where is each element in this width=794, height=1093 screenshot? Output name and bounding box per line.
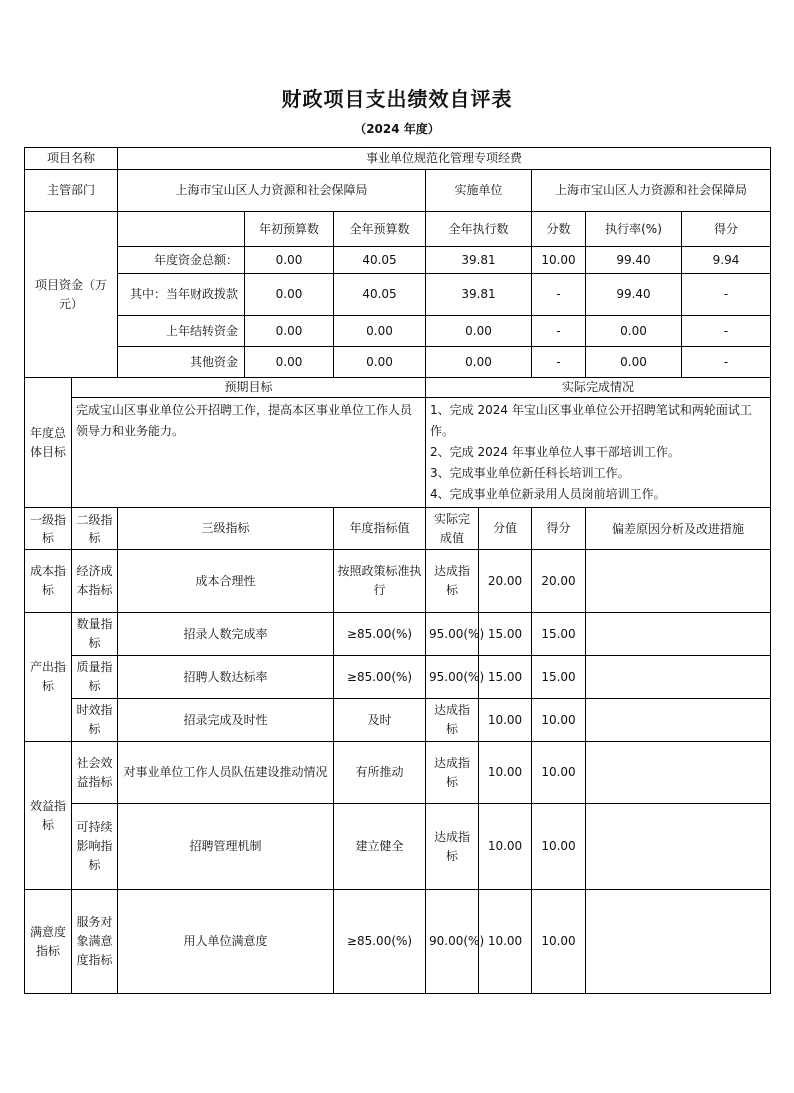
project-name-label: 项目名称	[25, 148, 118, 170]
header-level1: 一级指标	[25, 508, 72, 550]
level2-cell: 服务对象满意度指标	[72, 890, 118, 994]
level3-cell: 成本合理性	[118, 550, 334, 613]
weight-cell: 10.00	[479, 890, 532, 994]
actual-goal-item: 2、完成 2024 年事业单位人事干部培训工作。	[430, 445, 680, 459]
actual-cell: 95.00(%)	[426, 656, 479, 699]
funds-cell: 40.05	[334, 274, 426, 316]
page-subtitle: （2024 年度）	[354, 122, 440, 136]
funds-cell: 0.00	[245, 316, 334, 347]
level1-satisfaction: 满意度指标	[25, 890, 72, 994]
funds-cell: 0.00	[426, 347, 532, 378]
dept-label: 主管部门	[25, 170, 118, 212]
weight-cell: 20.00	[479, 550, 532, 613]
funds-cell: -	[532, 347, 586, 378]
deviation-cell	[586, 804, 771, 890]
funds-cell: 40.05	[334, 247, 426, 274]
funds-header-annual: 全年预算数	[334, 212, 426, 247]
target-cell: 及时	[334, 699, 426, 742]
actual-cell: 达成指标	[426, 699, 479, 742]
funds-cell: 0.00	[334, 316, 426, 347]
funds-cell: 39.81	[426, 274, 532, 316]
funds-cell: 39.81	[426, 247, 532, 274]
header-score: 得分	[532, 508, 586, 550]
funds-cell: 0.00	[245, 274, 334, 316]
funds-header-initial: 年初预算数	[245, 212, 334, 247]
funds-header-blank	[118, 212, 245, 247]
funds-row-label: 上年结转资金	[118, 316, 245, 347]
actual-cell: 90.00(%)	[426, 890, 479, 994]
score-cell: 15.00	[532, 613, 586, 656]
funds-cell: 0.00	[586, 347, 682, 378]
funds-header-points: 得分	[682, 212, 771, 247]
impl-label: 实施单位	[426, 170, 532, 212]
level3-cell: 对事业单位工作人员队伍建设推动情况	[118, 742, 334, 804]
level3-cell: 招录完成及时性	[118, 699, 334, 742]
level1-output: 产出指标	[25, 613, 72, 742]
weight-cell: 15.00	[479, 656, 532, 699]
deviation-cell	[586, 742, 771, 804]
funds-cell: 0.00	[245, 247, 334, 274]
target-cell: ≥85.00(%)	[334, 890, 426, 994]
level2-cell: 社会效益指标	[72, 742, 118, 804]
level3-cell: 招聘管理机制	[118, 804, 334, 890]
header-weight: 分值	[479, 508, 532, 550]
funds-header-executed: 全年执行数	[426, 212, 532, 247]
level3-cell: 招录人数完成率	[118, 613, 334, 656]
actual-cell: 达成指标	[426, 804, 479, 890]
target-cell: 按照政策标准执行	[334, 550, 426, 613]
funds-cell: -	[532, 316, 586, 347]
target-cell: ≥85.00(%)	[334, 656, 426, 699]
funds-row-label: 其中：当年财政拨款	[118, 274, 245, 316]
funds-cell: -	[682, 347, 771, 378]
actual-cell: 95.00(%)	[426, 613, 479, 656]
dept-value: 上海市宝山区人力资源和社会保障局	[118, 170, 426, 212]
level2-cell: 时效指标	[72, 699, 118, 742]
expected-goal-text: 完成宝山区事业单位公开招聘工作，提高本区事业单位工作人员领导力和业务能力。	[72, 398, 426, 508]
deviation-cell	[586, 656, 771, 699]
funds-cell: 10.00	[532, 247, 586, 274]
target-cell: 建立健全	[334, 804, 426, 890]
expected-goal-header: 预期目标	[72, 378, 426, 398]
level3-cell: 用人单位满意度	[118, 890, 334, 994]
weight-cell: 10.00	[479, 804, 532, 890]
header-deviation: 偏差原因分析及改进措施	[586, 508, 771, 550]
funds-header-score: 分数	[532, 212, 586, 247]
level1-benefit: 效益指标	[25, 742, 72, 890]
funds-label: 项目资金（万元）	[25, 212, 118, 378]
header-level2: 二级指标	[72, 508, 118, 550]
actual-cell: 达成指标	[426, 742, 479, 804]
actual-goal-item: 4、完成事业单位新录用人员岗前培训工作。	[430, 487, 666, 501]
page-title: 财政项目支出绩效自评表	[281, 87, 513, 111]
level2-cell: 经济成本指标	[72, 550, 118, 613]
level3-cell: 招聘人数达标率	[118, 656, 334, 699]
funds-row-label: 其他资金	[118, 347, 245, 378]
score-cell: 10.00	[532, 742, 586, 804]
header-level3: 三级指标	[118, 508, 334, 550]
deviation-cell	[586, 699, 771, 742]
level1-cost: 成本指标	[25, 550, 72, 613]
actual-cell: 达成指标	[426, 550, 479, 613]
level2-cell: 质量指标	[72, 656, 118, 699]
score-cell: 15.00	[532, 656, 586, 699]
funds-cell: -	[682, 316, 771, 347]
performance-table	[24, 147, 771, 994]
weight-cell: 15.00	[479, 613, 532, 656]
project-name-value: 事业单位规范化管理专项经费	[118, 148, 771, 170]
actual-goal-list	[426, 398, 771, 508]
funds-header-rate: 执行率(%)	[586, 212, 682, 247]
deviation-cell	[586, 613, 771, 656]
score-cell: 10.00	[532, 890, 586, 994]
funds-cell: 99.40	[586, 274, 682, 316]
target-cell: 有所推动	[334, 742, 426, 804]
funds-cell: -	[532, 274, 586, 316]
funds-cell: 0.00	[245, 347, 334, 378]
funds-cell: 9.94	[682, 247, 771, 274]
score-cell: 10.00	[532, 804, 586, 890]
impl-value: 上海市宝山区人力资源和社会保障局	[532, 170, 771, 212]
actual-goal-item: 1、完成 2024 年宝山区事业单位公开招聘笔试和两轮面试工作。	[430, 403, 752, 438]
actual-goal-item: 3、完成事业单位新任科长培训工作。	[430, 466, 630, 480]
funds-cell: 0.00	[426, 316, 532, 347]
actual-goal-header: 实际完成情况	[426, 378, 771, 398]
goals-label: 年度总体目标	[25, 378, 72, 508]
funds-cell: 0.00	[334, 347, 426, 378]
funds-row-label: 年度资金总额：	[118, 247, 245, 274]
funds-cell: -	[682, 274, 771, 316]
funds-cell: 0.00	[586, 316, 682, 347]
target-cell: ≥85.00(%)	[334, 613, 426, 656]
level2-cell: 数量指标	[72, 613, 118, 656]
header-target: 年度指标值	[334, 508, 426, 550]
deviation-cell	[586, 550, 771, 613]
weight-cell: 10.00	[479, 699, 532, 742]
score-cell: 10.00	[532, 699, 586, 742]
deviation-cell	[586, 890, 771, 994]
header-actual: 实际完成值	[426, 508, 479, 550]
funds-cell: 99.40	[586, 247, 682, 274]
score-cell: 20.00	[532, 550, 586, 613]
weight-cell: 10.00	[479, 742, 532, 804]
level2-cell: 可持续影响指标	[72, 804, 118, 890]
